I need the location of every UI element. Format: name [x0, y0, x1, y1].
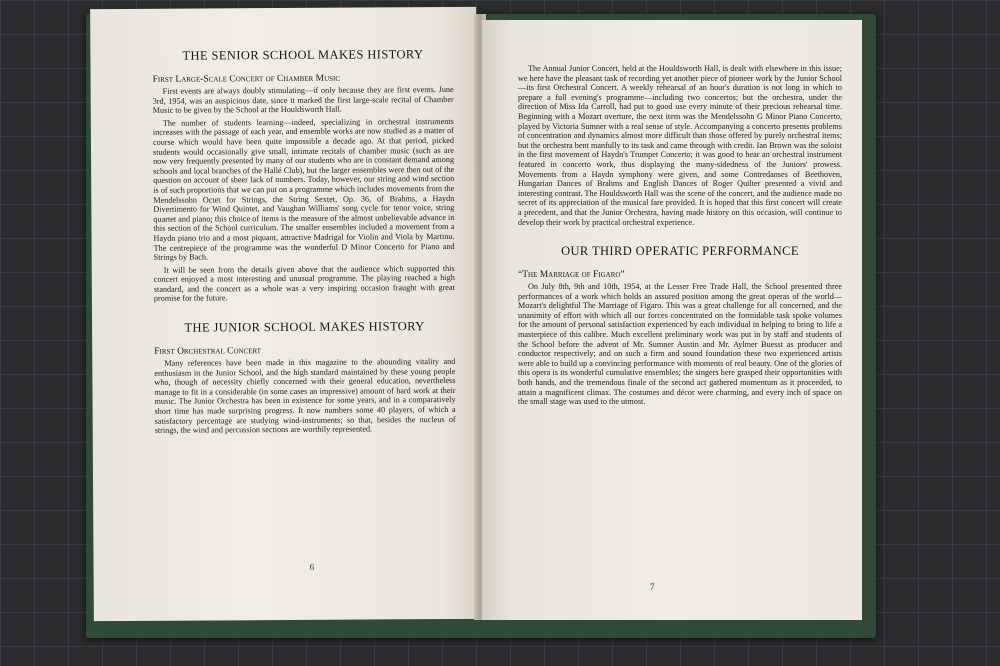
chamber-music-subheading: First Large-Scale Concert of Chamber Music	[152, 73, 341, 85]
page-number: 7	[650, 582, 655, 592]
paragraph: On July 8th, 9th and 10th, 1954, at the Lesser Free Trade Hall, the School presented three performances of a work which holds an assured position among the great operas of the world—Mozart's delightful The Marriage of Figaro. This was a great challenge for all concerned, and the unanimity of effort with which all our forces concentrated on the formidable task spoke volumes for the amount of personal satisfaction experienced by each individual in helping to bring to life a masterpiece of this calibre. Much excellent preliminary work was put in by staff and students of the School before the advent of Mr. Sumner Austin and Mr. Aylmer Buesst as producer and conductor respectively; and on such a firm and sound foundation these two experienced artists were able to build up a convincing performance with moments of real beauty. One of the glories of this opera is its wonderful cumulative ensembles; the singers here grasped their opportunities with both hands, and the tremendous finale of the second act gathered momentum as it proceeded, to attain a magnificent climax. The costumes and décor were charming, and every inch of space on the small stage was used to the utmost.	[518, 282, 842, 407]
right-page	[482, 20, 862, 620]
paragraph: It will be seen from the details given above that the audience which supported this concert enjoyed a most interesting and unusual programme. The playing reached a high standard, and the concert as a whole was a very inspiring occasion fraught with great promise for the future.	[153, 263, 455, 304]
orchestral-concert-subheading: First Orchestral Concert	[154, 346, 262, 357]
paragraph: The Annual Junior Concert, held at the Houldsworth Hall, is dealt with elsewhere in this issue; we here have the pleasant task of recording yet another piece of pioneer work by the Junior School—its first Orchestral Concert. A weekly rehearsal of an hour's duration is not long in which to prepare a full evening's programme—including two concertos; but the orchestra, under the direction of Miss Ida Carroll, had put to good use every minute of their precious rehearsal time. Beginning with a Mozart overture, the next item was the Mendelssohn G Minor Piano Concerto, played by Victoria Sumner with a real sense of style. Accompanying a concerto presents problems of concentration and dynamics almost more difficult than those offered by purely orchestral items; but the orchestra bent manfully to its task and came through with credit. Ian Brown was the soloist in the first movement of Haydn's Trumpet Concerto; it was good to hear an orchestral instrument featured in concerto work, thus displaying the many-sidedness of the Juniors' prowess. Movements from a Haydn symphony were given, and some Contredanses of Beethoven, Hungarian Dances of Brahms and English Dances of Roger Quilter presented a vivid and interesting contrast. The Houldsworth Hall was the scene of the concert, and the audience made no secret of its appreciation of the musical fare provided. It is hoped that this first concert will create a precedent, and that the Junior Orchestra, having made history on this occasion, will continue to develop their work by practical orchestral experience.	[518, 64, 842, 227]
paragraph: The number of students learning—indeed, specializing in orchestral instruments increases with the passage of each year, and ensemble works are now studied as a matter of course which would have been quite impossible a decade ago. At that period, picked students would occasionally give small, intimate recitals of chamber music (such as are now very frequently presented by many of our students who are in constant demand among schools and local branches of the Hallé Club), but the larger ensembles were then out of the question on account of sheer lack of numbers. Today, however, our string and wind section is of such proportions that we can put on a programme which includes movements from the Mendelssohn Octet for Strings, the String Sextet, Op. 36, of Brahms, a Haydn Divertimento for Wind Quintet, and Vaughan Williams' song cycle for tenor voice, string quartet and piano; this choice of items is the measure of the almost unbelievable advance in this section of the School curriculum. The smaller ensembles included a movement from a Haydn piano trio and a most piquant, attractive Madrigal for Violin and Viola by Martinu. The centrepiece of the programme was the wonderful D Minor Concerto for Piano and Strings by Bach.	[152, 116, 455, 262]
paragraph: Many references have been made in this magazine to the abounding vitality and enthusiasm in the Junior School, and the high standard maintained by these young people who, though of necessity chiefly concerned with their general education, nevertheless manage to fit in a considerable (in some cases an impressive) amount of hard work at their music. The Junior Orchestra has been in existence for some years, and in a comparatively short time has made surprising progress. It now numbers some 40 players, of which a satisfactory percentage are studying wind-instruments; so that, besides the nucleus of strings, the wind and percussion sections are worthily represented.	[154, 357, 456, 436]
operatic-performance-heading: OUR THIRD OPERATIC PERFORMANCE	[561, 244, 799, 259]
page-number: 6	[309, 561, 315, 572]
senior-school-heading: THE SENIOR SCHOOL MAKES HISTORY	[182, 47, 424, 63]
junior-school-heading: THE JUNIOR SCHOOL MAKES HISTORY	[184, 319, 425, 335]
figaro-subheading: “The Marriage of Figaro”	[518, 270, 625, 281]
left-page	[90, 7, 480, 621]
paragraph: First events are always doubly stimulating—if only because they are first events. June 3rd, 1954, was an auspicious date, since it marked the first large-scale recital of Chamber Music to be given by the School at the Houldsworth Hall.	[152, 84, 454, 115]
